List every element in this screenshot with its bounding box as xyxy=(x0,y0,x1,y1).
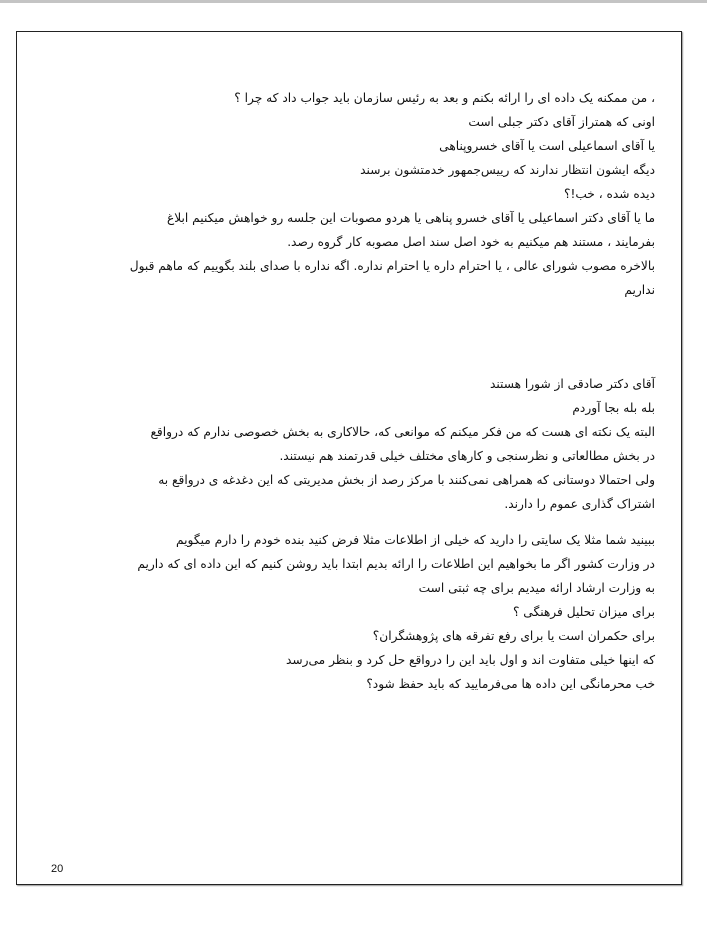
text-line: برای میزان تحلیل فرهنگی ؟ xyxy=(512,605,655,619)
text-line: بله بله بجا آوردم xyxy=(572,401,655,415)
paragraph-spacer xyxy=(43,302,655,372)
text-line: بفرمایند ، مستند هم میکنیم به خود اصل سند اصل مصوبه کار گروه رصد. xyxy=(287,235,655,249)
text-line: ، من ممکنه یک داده ای را ارائه بکنم و بعد به رئیس سازمان باید جواب داد که چرا ؟ xyxy=(234,91,655,105)
paragraph-1 xyxy=(43,86,655,302)
text-line: برای حکمران است یا برای رفع تفرقه های پژوهشگران؟ xyxy=(372,629,655,643)
text-line: ببینید شما مثلا یک سایتی را دارید که خیلی از اطلاعات مثلا فرض کنید بنده خودم را دارم میگویم xyxy=(176,533,655,547)
paragraph-spacer xyxy=(43,516,655,528)
text-line: ولی احتمالا دوستانی که همراهی نمی‌کنند با مرکز رصد از بخش مدیریتی که این دغدغه ی درواقع به xyxy=(158,473,655,487)
text-line: در وزارت کشور اگر ما بخواهیم این اطلاعات را ارائه بدیم ابتدا باید روشن کنیم که این داده ای که داریم xyxy=(137,557,655,571)
page-number: 20 xyxy=(51,863,64,875)
text-line: یا آقای اسماعیلی است یا آقای خسروپناهی xyxy=(439,139,655,153)
text-line: دیده شده ، خب!؟ xyxy=(563,187,655,201)
text-line: ما یا آقای دکتر اسماعیلی یا آقای خسرو پناهی یا هردو مصوبات این جلسه رو خواهش میکنیم ابلاغ xyxy=(166,211,655,225)
paragraph-3 xyxy=(43,528,655,696)
viewer-top-bar xyxy=(0,0,707,3)
text-line: اشتراک گذاری عموم را دارند. xyxy=(504,497,655,511)
paragraph-2 xyxy=(43,372,655,516)
text-line: به وزارت ارشاد ارائه میدیم برای چه ثبتی است xyxy=(418,581,655,595)
text-line: که اینها خیلی متفاوت اند و اول باید این را درواقع حل کرد و بنظر می‌رسد xyxy=(286,653,655,667)
text-line: البته یک نکته ای هست که من فکر میکنم که موانعی که، حالاکاری به بخش خصوصی ندارم که درواقع xyxy=(150,425,655,439)
text-line: خب محرمانگی این داده ها می‌فرمایید که باید حفظ شود؟ xyxy=(366,677,655,691)
text-line: اونی که همتراز آقای دکتر جبلی است xyxy=(468,115,655,129)
text-line: دیگه ایشون انتظار ندارند که رییس‌جمهور خدمتشون برسند xyxy=(360,163,655,177)
document-page xyxy=(16,31,682,885)
text-line: آقای دکتر صادقی از شورا هستند xyxy=(489,377,655,391)
text-line: نداریم xyxy=(624,283,655,297)
text-line: در بخش مطالعاتی و نظرسنجی و کارهای مختلف خیلی قدرتمند هم نیستند. xyxy=(279,449,655,463)
text-line: بالاخره مصوب شورای عالی ، یا احترام داره یا احترام نداره. اگه نداره با صدای بلند بگوییم که ماهم قبول xyxy=(129,259,655,273)
page-content xyxy=(43,86,655,696)
